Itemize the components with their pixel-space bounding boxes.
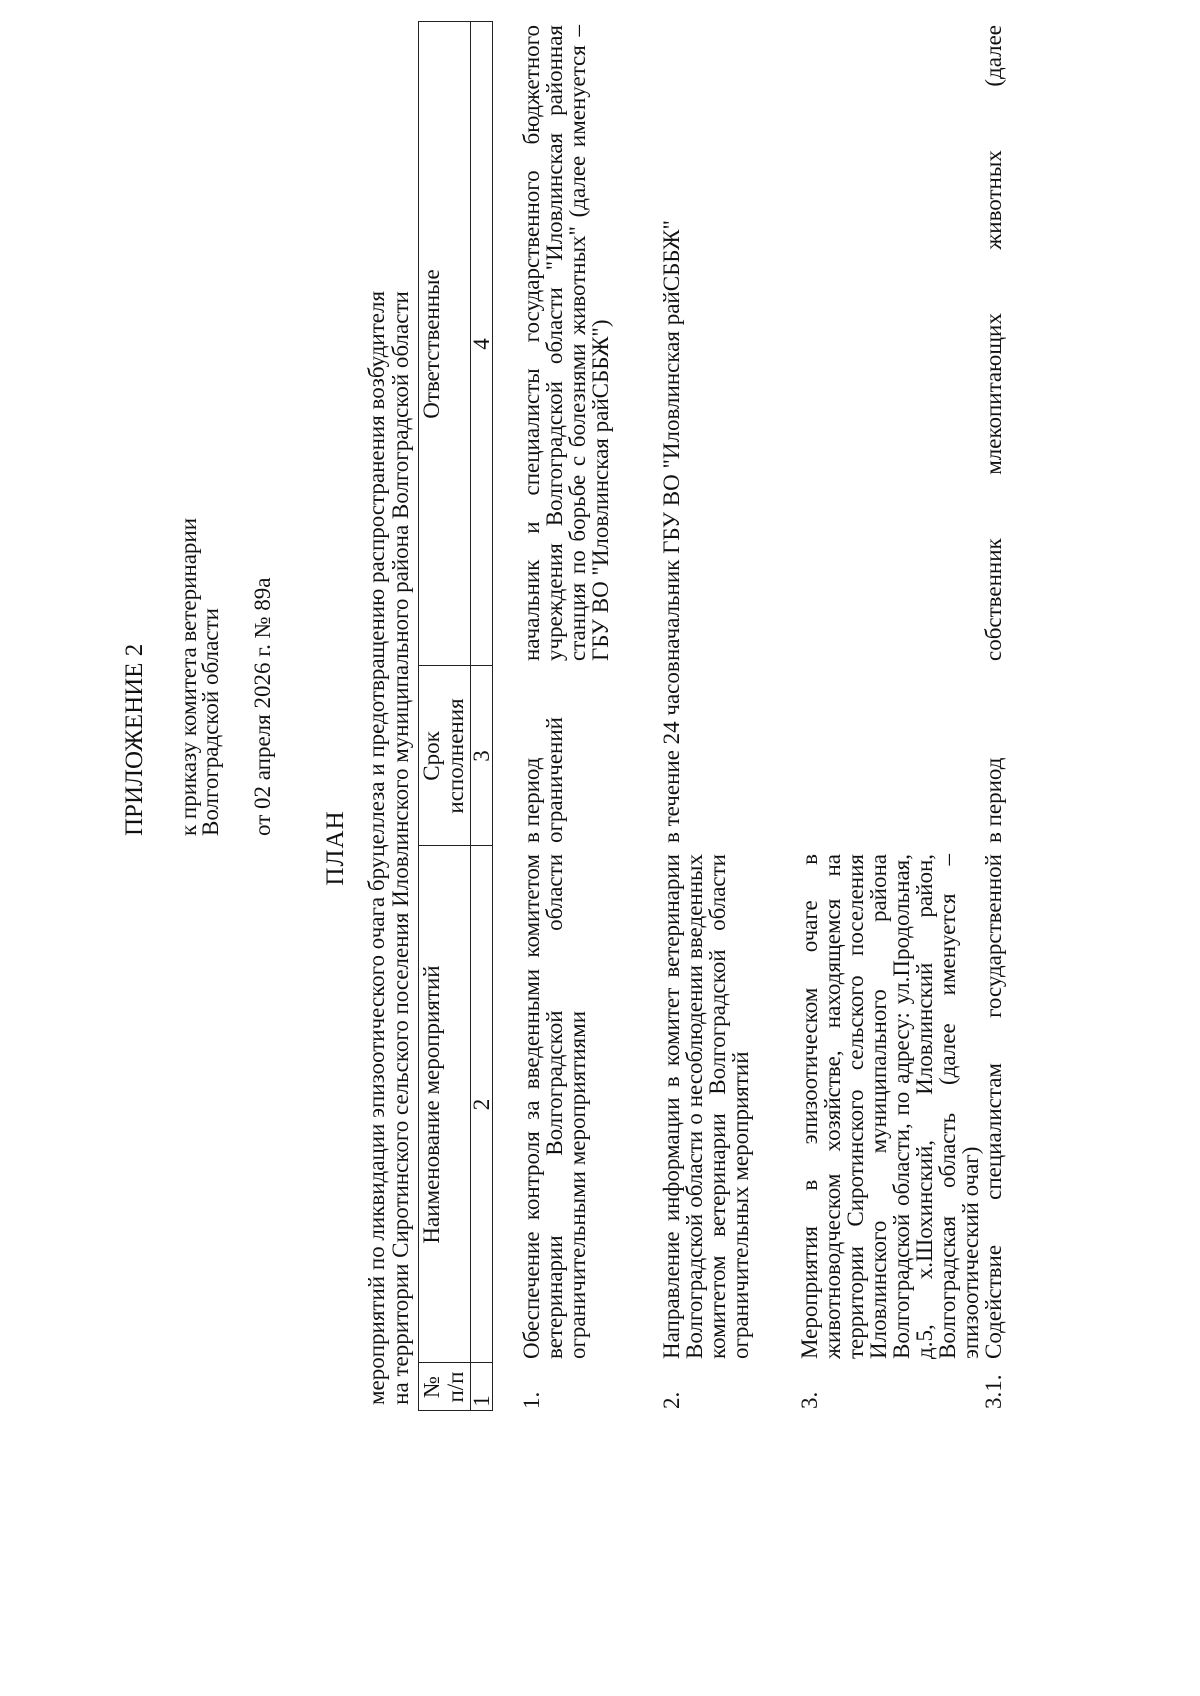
row-2-term: в течение 24 часов — [659, 661, 684, 843]
order-reference-line2: Волгоградской области — [198, 608, 223, 836]
header-name-label: Наименование мероприятий — [419, 965, 444, 1244]
row-1-name: Обеспечение контроля за введенными комитетом ветеринарии Волгоградской области ограничительными мероприятиями — [519, 854, 590, 1359]
row-1-responsible: начальник и специалисты государственного бюджетного учреждения Волгоградской области "Иловлинская районная станция по борьбе с болезнями животных" (далее именуется – ГБУ ВО "Иловлинская райСББЖ") — [519, 25, 613, 661]
column-number-4: 4 — [469, 338, 494, 350]
row-3-name: Мероприятия в эпизоотическом очаге в животноводческом хозяйстве, находящемся на территории Сиротинского сельского поселения Иловлинского муниципального района Волгоградской области, по адресу: ул.Продольная, д.5, х.Шохинский, Иловлинский район, Волгоградская область (далее именуется – эпизоотический очаг) — [797, 854, 983, 1359]
row-1-term: в период ограничений — [519, 717, 567, 843]
appendix-title: ПРИЛОЖЕНИЕ 2 — [121, 643, 148, 836]
row-3-number: 3. — [797, 1391, 822, 1409]
row-3-1-number: 3.1. — [981, 1374, 1006, 1409]
column-number-2: 2 — [469, 1098, 494, 1111]
column-number-1: 1 — [469, 1395, 494, 1407]
plan-subtitle-line2: на территории Сиротинского сельского поселения Иловлинского муниципального района Волгоградской области — [388, 291, 413, 1405]
header-number-label: № п/п — [419, 1371, 468, 1403]
order-reference-line1: к приказу комитета ветеринарии — [176, 517, 201, 836]
header-responsible-label: Ответственные — [419, 269, 444, 419]
row-3-1-term: в период — [981, 757, 1006, 843]
order-date: от 02 апреля 2026 г. № 89а — [250, 577, 275, 836]
header-term-label: Срок исполнения — [419, 698, 468, 814]
column-number-3: 3 — [469, 750, 494, 762]
row-2-name: Направление информации в комитет ветеринарии Волгоградской области о несоблюдении введенных комитетом ветеринарии Волгоградской области ограничительных мероприятий — [659, 854, 753, 1359]
row-3-1-name: Содействие специалистам государственной — [981, 854, 1006, 1359]
row-3-1-responsible: собственник млекопитающих животных (далее — [981, 25, 1006, 661]
plan-title: ПЛАН — [322, 810, 349, 886]
row-1-number: 1. — [519, 1391, 544, 1409]
row-2-responsible: начальник ГБУ ВО "Иловлинская райСББЖ" — [659, 220, 684, 661]
row-2-number: 2. — [659, 1391, 684, 1409]
plan-subtitle-line1: мероприятий по ликвидации эпизоотического очага бруцеллеза и предотвращению распространения возбудителя — [364, 290, 389, 1406]
